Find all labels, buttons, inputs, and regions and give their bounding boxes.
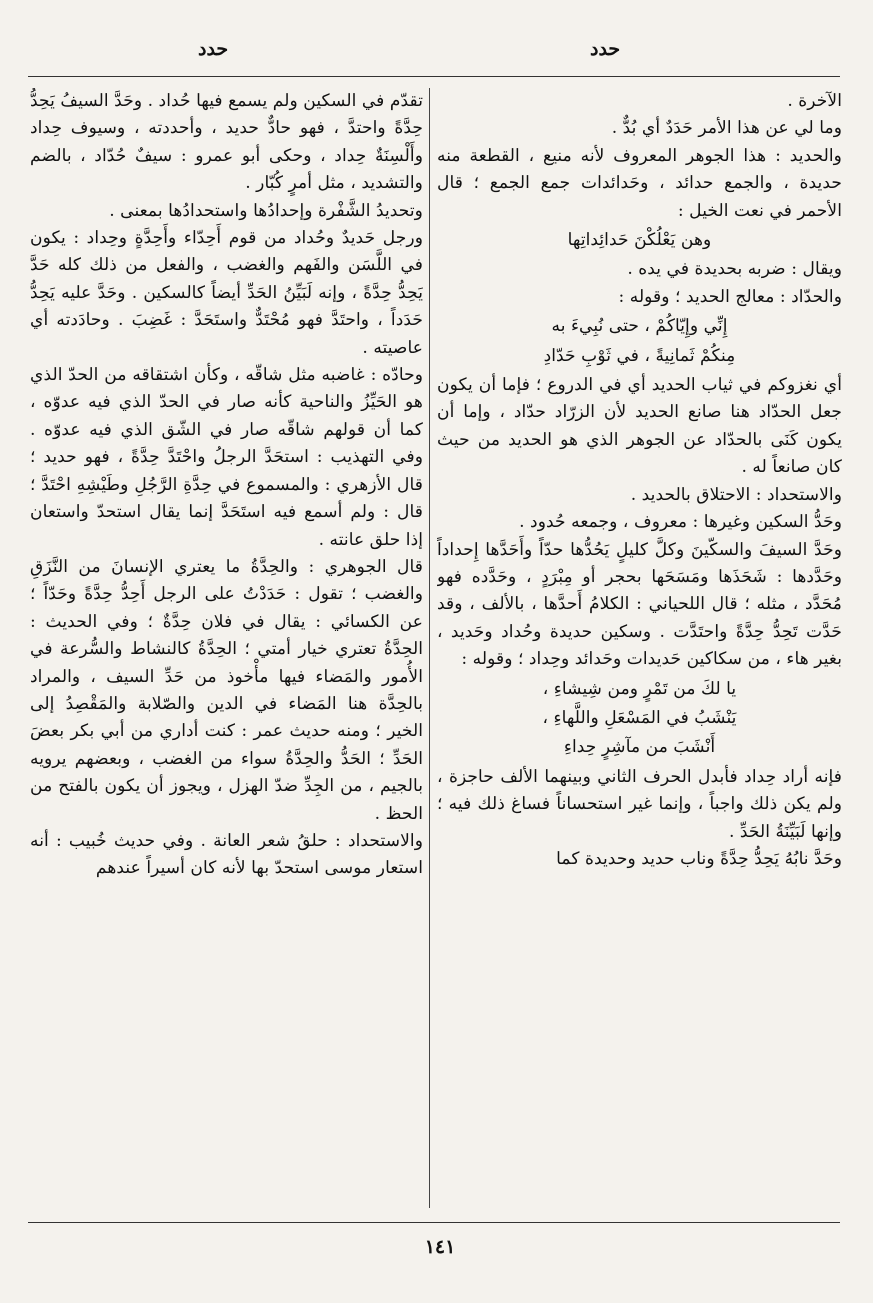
paragraph: ويقال : ضربه بحديدة في يده . — [627, 259, 842, 280]
paragraph: وحادّه : غاضبه مثل شاقّه ، وكأن اشتقاقه من الحدّ الذي هو الحَيِّزُ والناحية كأنه صار في الحدّ الذي فيه عدوّه ، كما أن قولهم شاقّه صار في الشّق الذي فيه عدوّه . وفي التهذيب : استحَدَّ الرجلُ واحْتَدَّ حِدَّةً ، فهو حديد ؛ قال الأزهري : والمسموع في حِدَّةِ الرَّجُلِ وطَيْشِهِ احْتَدَّ ؛ قال : ولم أسمع فيه استَحَدَّ إنما يقال استحدّ واستعان إذا حلق عانته . — [30, 365, 423, 550]
verse-line: وهن يَعْلُكْنَ حَدائِداتِها — [567, 230, 712, 251]
paragraph: فإنه أراد حِداد فأبدل الحرف الثاني وبينهما الألف حاجزة ، ولم يكن ذلك واجباً ، وإنما غير استحساناً فساغ ذلك فيه ؛ وإنها لَبَيِّنَةُ الحَدِّ . — [437, 766, 842, 842]
header-rule — [28, 76, 840, 77]
paragraph: والاستحداد : الاحتلاق بالحديد . — [630, 484, 842, 505]
column-divider — [429, 88, 430, 1208]
paragraph: والحديد : هذا الجوهر المعروف لأنه منيع ، القطعة منه حديدة ، والجمع حدائد ، وحَدائدات جمع الجمع ؛ قال الأحمر في نعت الخيل : — [437, 145, 842, 221]
paragraph: ورجل حَديدٌ وحُداد من قوم أَحِدّاء وأَحِدَّةٍ وحِداد : يكون في اللَّسَن والفَهم والغضب ، والفعل من ذلك كله حَدَّ يَحِدُّ حِدَّةً ، وإنه لَبَيِّنُ الحَدِّ أيضاً كالسكين . وحَدَّ عليه يَحِدُّ حَدَداً ، واحتَدَّ فهو مُحْتَدٌّ واستَحَدَّ : غَضِبَ . وحادَدته أي عاصيته . — [30, 228, 423, 358]
verse-line: أَنْشَبَ من مآشِرٍ حِداءِ — [563, 737, 716, 758]
paragraph: والحدّاد : معالج الحديد ؛ وقوله : — [618, 286, 842, 307]
paragraph: والاستحداد : حلقُ شعر العانة . وفي حديث خُبيب : أنه استعار موسى استحدّ بها لأنه كان أسيراً عندهم — [30, 830, 423, 879]
paragraph: وما لي عن هذا الأمر حَدَدٌ أي بُدٌّ . — [611, 118, 842, 139]
paragraph: وحَدَّ نابُهُ يَحِدُّ حِدَّةً وناب حديد وحديدة كما — [556, 848, 842, 869]
verse-line: إِنِّي وإِيّاكُمْ ، حتى نُبِيءَ به — [551, 316, 728, 337]
verse-line: مِنكُمْ ثَمانِيةً ، في ثَوْبِ حَدّادِ — [543, 345, 736, 366]
paragraph: تقدّم في السكين ولم يسمع فيها حُداد . وحَدَّ السيفُ يَحِدُّ حِدَّةً واحتدَّ ، فهو حادٌّ حديد ، وأحددته ، وسيوف حِداد وأَلْسِنَةٌ حِداد ، وحكى أبو عمرو : سيفٌ حُدّاد ، بالضم والتشديد ، مثل أمرٍ كُبّار . — [30, 91, 423, 194]
running-header-right: حدد — [590, 38, 621, 60]
left-column — [30, 88, 423, 1213]
paragraph: الآخرة . — [787, 91, 842, 111]
footer-rule — [28, 1222, 840, 1223]
running-header-left: حدد — [198, 38, 229, 60]
paragraph: وحَدَّ السيفَ والسكّينَ وكلَّ كليلٍ يَحُدُّها حدّاً وأَحَدَّها إِحداداً وحَدَّدها : شَحَذَها ومَسَحَها بحجر أو مِبْرَدٍ ، وحَدَّده فهو مُحَدَّد ، مثله ؛ قال اللحياني : الكلامُ أَحدَّها ، بالألف ، وقد حَدَّت تَحِدُّ حِدَّةً واحتَدَّت . وسكين حديدة وحُداد وحَديد ، بغير هاء ، من سكاكين حَديدات وحَدائد وحِداد ؛ وقوله : — [437, 539, 842, 670]
paragraph: أي نغزوكم في ثياب الحديد أي في الدروع ؛ فإما أن يكون جعل الحدّاد هنا صانع الحديد لأن الزرّاد حدّاد ، وإما أن يكون كَنَى بالحدّاد عن الجوهر الذي هو الحديد من حيث كان صانعاً له . — [437, 375, 842, 478]
paragraph: وتحديدُ الشَّفْرة وإحدادُها واستحدادُها بمعنى . — [109, 200, 423, 221]
verse-line: يَنْشَبُ في المَسْعَلِ واللَّهاءِ ، — [542, 707, 737, 728]
right-column — [437, 88, 842, 1213]
page-number: ١٤١ — [424, 1236, 456, 1258]
paragraph: وحَدُّ السكين وغيرها : معروف ، وجمعه حُدود . — [519, 512, 842, 533]
paragraph: قال الجوهري : والحِدَّةُ ما يعتري الإنسانَ من النَّزَقِ والغضب ؛ تقول : حَدَدْتُ على الرجل أَحِدُّ حِدَّةً وحَدّاً ؛ عن الكسائي : يقال في فلان حِدَّةٌ ؛ وفي الحديث : الحِدَّةُ تعتري خيار أمتي ؛ الحِدَّةُ كالنشاط والسُّرعة في الأُمور والمَضاء فيها مأْخوذ من حَدِّ السيف ، والمراد بالحِدَّة هنا المَضاء في الدين والصّلابة والمَقْصِدُ إلى الخير ؛ ومنه حديث عمر : كنت أداري من أبي بكر بعضَ الحَدِّ ؛ الحَدُّ والحِدَّةُ سواء من الغضب ، وبعضهم يرويه بالجيم ، من الجِدِّ ضدّ الهزل ، ويجوز أن يكون بالفتح من الحظ . — [30, 556, 423, 824]
verse-line: يا لكَ من تَمْرٍ ومن شِيشاءِ ، — [542, 678, 737, 699]
